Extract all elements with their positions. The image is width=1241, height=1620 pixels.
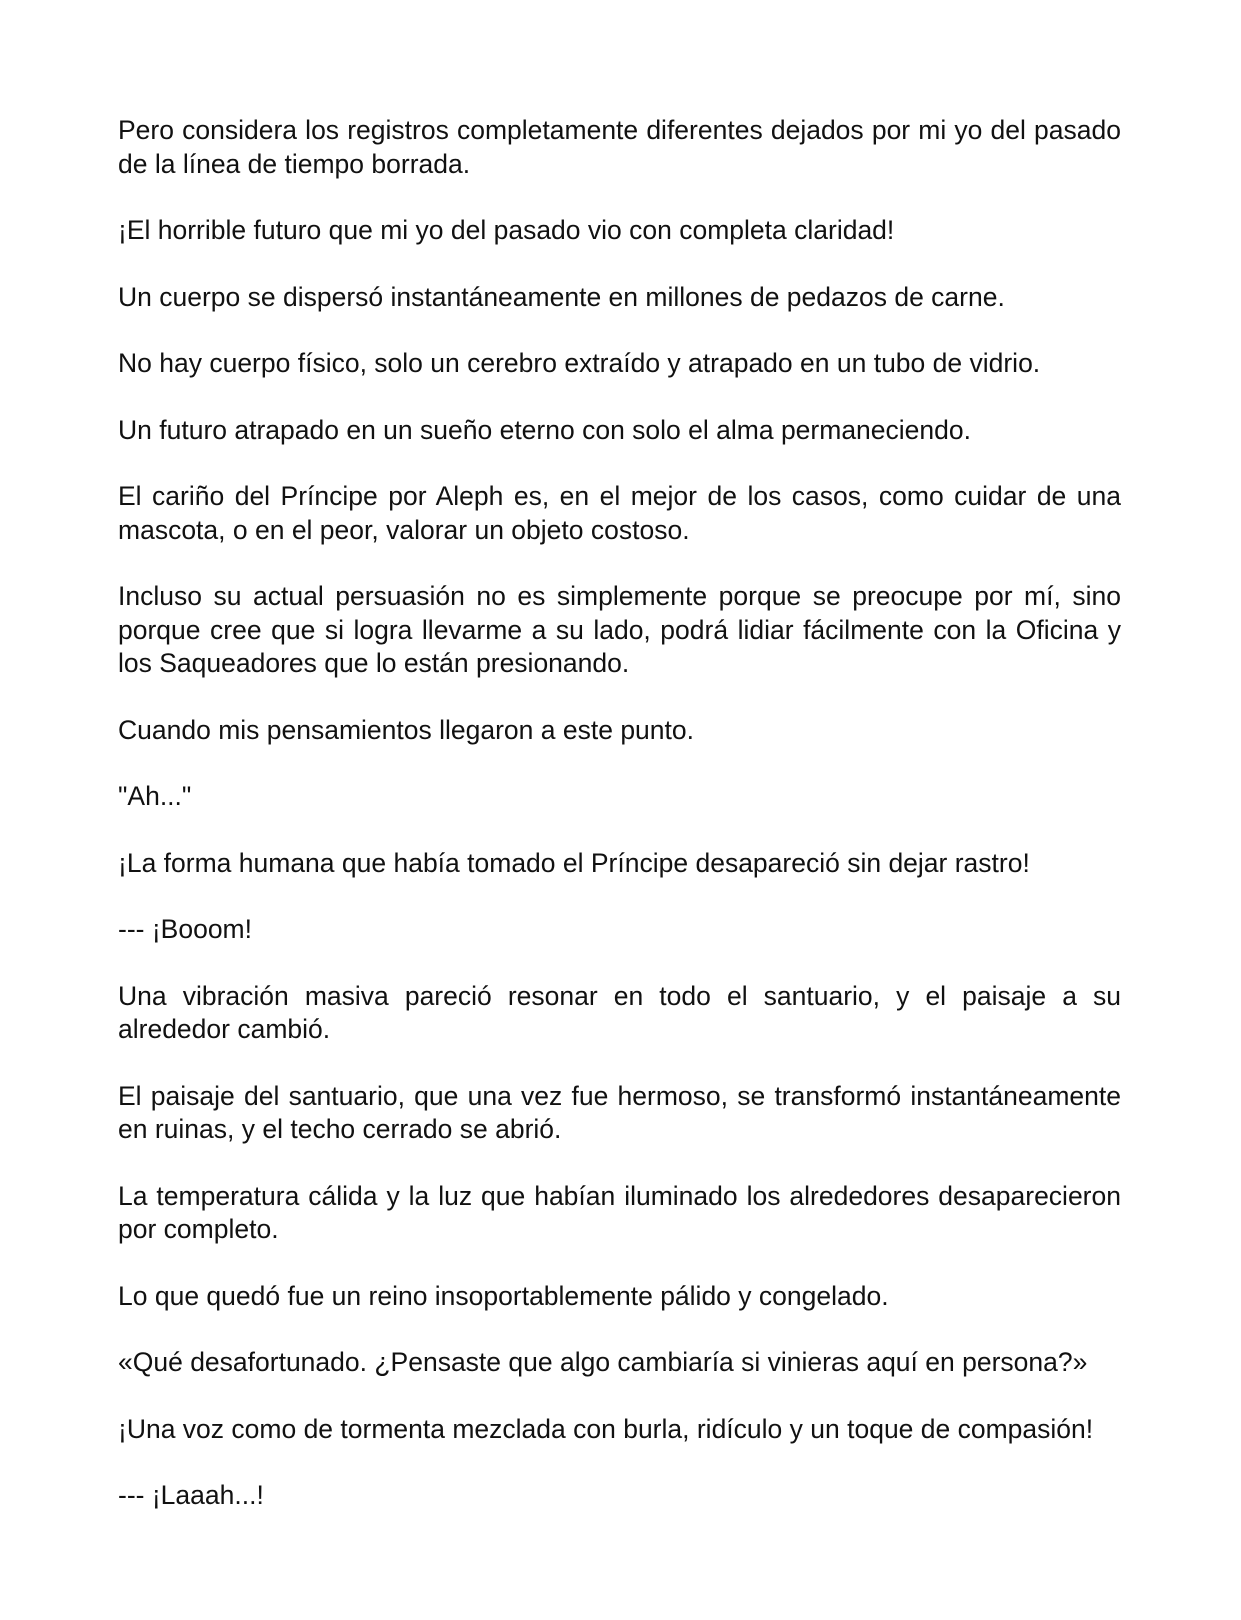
paragraph: Incluso su actual persuasión no es simplemente porque se preocupe por mí, sino porque cree que si logra llevarme a su lado, podrá lidiar fácilmente con la Oficina y los Saqueadores que lo están presionando.	[118, 581, 1121, 678]
paragraph: Una vibración masiva pareció resonar en todo el santuario, y el paisaje a su alrededor cambió.	[118, 980, 1121, 1044]
paragraph: Lo que quedó fue un reino insoportablemente pálido y congelado.	[118, 1280, 889, 1311]
paragraph: ¡El horrible futuro que mi yo del pasado vio con completa claridad!	[118, 215, 895, 245]
paragraph: No hay cuerpo físico, solo un cerebro extraído y atrapado en un tubo de vidrio.	[118, 348, 1041, 378]
paragraph: Un futuro atrapado en un sueño eterno con solo el alma permaneciendo.	[118, 414, 971, 445]
document-body	[118, 114, 1121, 1546]
paragraph: Pero considera los registros completamente diferentes dejados por mi yo del pasado de la línea de tiempo borrada.	[118, 115, 1121, 179]
paragraph: ¡Una voz como de tormenta mezclada con burla, ridículo y un toque de compasión!	[118, 1413, 1094, 1444]
paragraph: El paisaje del santuario, que una vez fue hermoso, se transformó instantáneamente en ruinas, y el techo cerrado se abrió.	[118, 1080, 1121, 1144]
paragraph: «Qué desafortunado. ¿Pensaste que algo cambiaría si vinieras aquí en persona?»	[118, 1347, 1088, 1377]
paragraph: ¡La forma humana que había tomado el Príncipe desapareció sin dejar rastro!	[118, 847, 1030, 878]
paragraph: Un cuerpo se dispersó instantáneamente en millones de pedazos de carne.	[118, 281, 1005, 312]
paragraph: Cuando mis pensamientos llegaron a este punto.	[118, 714, 694, 745]
paragraph: --- ¡Laaah...!	[118, 1480, 264, 1510]
paragraph: "Ah..."	[118, 781, 192, 811]
paragraph: El cariño del Príncipe por Aleph es, en el mejor de los casos, como cuidar de una mascota, o en el peor, valorar un objeto costoso.	[118, 481, 1121, 545]
paragraph: La temperatura cálida y la luz que habían iluminado los alrededores desaparecieron por completo.	[118, 1180, 1121, 1244]
paragraph: --- ¡Booom!	[118, 914, 252, 944]
